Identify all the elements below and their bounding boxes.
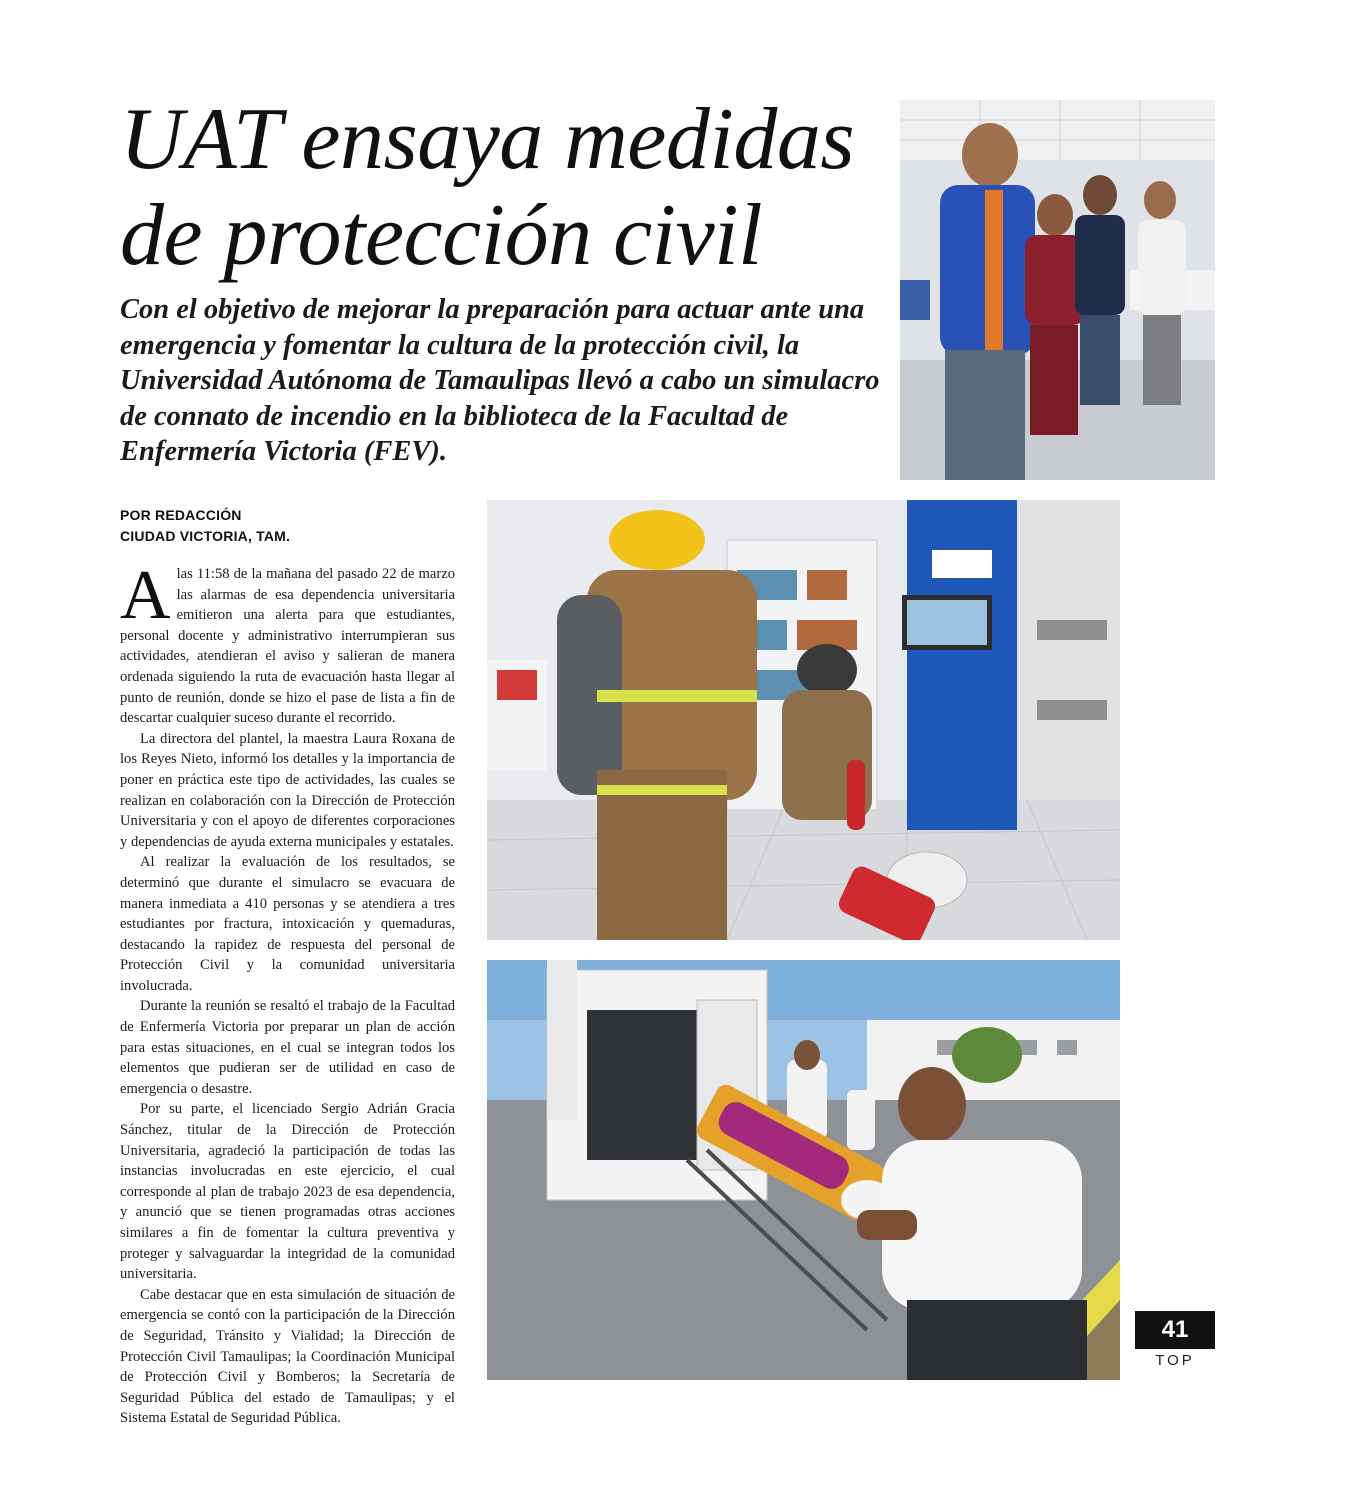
headline-line-1: UAT ensaya medidas <box>120 91 855 188</box>
body-paragraph-5: Por su parte, el licenciado Sergio Adrián Gracia Sánchez, titular de la Dirección de Protección Universitaria, agradeció la participación de todas las instancias involucradas en este ejercicio, el cual corresponde al plan de trabajo 2023 de esa dependencia, y anunció que se tienen programadas otras acciones similares a fin de fomentar la cultura preventiva y proteger y salvaguardar la integridad de la comunidad universitaria. <box>120 1101 455 1283</box>
headline-line-2: de protección civil <box>120 187 763 284</box>
article-body <box>120 557 455 1429</box>
headline <box>120 92 880 284</box>
section-label: TOP <box>1155 1352 1195 1369</box>
drop-cap: A <box>120 557 171 634</box>
byline <box>120 505 460 547</box>
body-paragraph-6: Cabe destacar que en esta simulación de situación de emergencia se contó con la participación de la Dirección de Seguridad, Tránsito y Vialidad; la Dirección de Protección Civil Tamaulipas; la Coordinación Municipal de Protección Civil y Bomberos; la Secretaría de Seguridad Pública del estado de Tamaulipas; y el Sistema Estatal de Seguridad Pública. <box>120 1286 455 1427</box>
byline-author: POR REDACCIÓN <box>120 507 242 523</box>
page-number: 41 <box>1135 1311 1215 1349</box>
byline-location: CIUDAD VICTORIA, TAM. <box>120 528 291 544</box>
body-paragraph-4: Durante la reunión se resaltó el trabajo de la Facultad de Enfermería Victoria por preparar un plan de acción para estas situaciones, en el cual se integran todos los elementos que pudieran ser de utilidad en caso de emergencia o desastre. <box>120 998 455 1097</box>
body-paragraph-2: La directora del plantel, la maestra Laura Roxana de los Reyes Nieto, informó los detalles y la importancia de poner en práctica este tipo de actividades, las cuales se realizan en colaboración con la Dirección de Protección Universitaria y con el apoyo de diferentes corporaciones y dependencias de ayuda externa municipales y estatales. <box>120 730 455 850</box>
deck-summary: Con el objetivo de mejorar la preparación para actuar ante una emergencia y fomentar la cultura de la protección civil, la Universidad Autónoma de Tamaulipas llevó a cabo un simulacro de connato de incendio en la biblioteca de la Facultad de Enfermería Victoria (FEV). <box>120 294 880 467</box>
body-paragraph-1-text: las 11:58 de la mañana del pasado 22 de marzo las alarmas de esa dependencia universitaria emitieron una alerta para que estudiantes, personal docente y administrativo interrumpieran sus actividades, atendieran el aviso y salieran de manera ordenada siguiendo la ruta de evacuación hasta llegar al punto de reunión, donde se hizo el pase de lista a fin de descartar cualquier suceso durante el recorrido. <box>120 566 455 727</box>
people-helping-student-photo <box>900 100 1215 480</box>
body-paragraph-3: Al realizar la evaluación de los resultados, se determinó que durante el simulacro se evacuara de manera inmediata a 410 personas y se atendiera a tres estudiantes por fractura, intoxicación y quemaduras, destacando la rapidez de respuesta del personal de Protección Civil y la comunidad universitaria involucrada. <box>120 854 455 994</box>
firefighters-in-library-photo <box>487 500 1120 940</box>
paramedics-stretcher-ambulance-photo <box>487 960 1120 1380</box>
body-paragraph-1 <box>120 557 455 729</box>
